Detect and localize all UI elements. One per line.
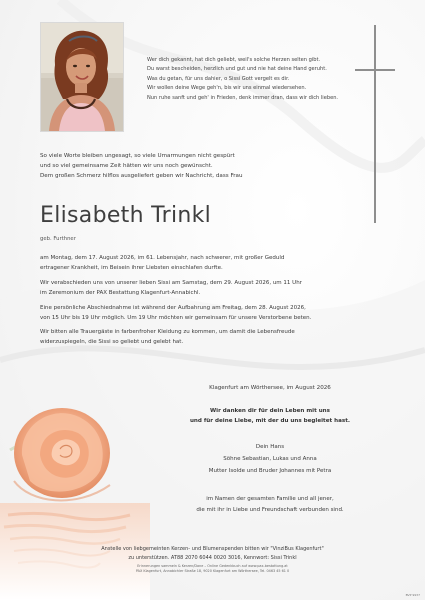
poem-line: Was du getan, für uns dahier, o Sissi Gott vergelt es dir. — [147, 75, 290, 82]
document-code: BVP 9937 — [405, 593, 420, 597]
details-line: am Montag, dem 17. August 2026, im 61. Lebensjahr, nach schwerer, mit großer Geduld — [40, 255, 285, 261]
deceased-name: Elisabeth Trinkl — [40, 203, 212, 228]
mourner-line: Mutter Isolde und Bruder Johannes mit Petra — [208, 467, 332, 474]
portrait-photo — [40, 22, 124, 132]
maiden-name: geb. Furthner — [40, 236, 76, 242]
details-paragraph — [40, 254, 385, 274]
intro-line: Dem großen Schmerz hilflos ausgeliefert geben wir Nachricht, dass Frau — [40, 173, 243, 180]
poem-line: Du warst bescheiden, herzlich und gut und nie hat deine Hand geruht. — [147, 66, 327, 73]
family-line: die mit ihr in Liebe und Freundschaft verbunden sind. — [196, 506, 344, 513]
footer-line: zu unterstützen. AT88 2070 6044 0020 3016, Kennwort: Sissi Trinkl — [128, 555, 297, 562]
footer-small-line: Erinnerungen sammeln & Kerzen/Dane – Online Gedenkbuch auf www.pax-bestattung.at — [137, 563, 288, 568]
cross-icon-beam — [355, 69, 395, 71]
thanks-line: und für deine Liebe, mit der du uns begleitet hast. — [189, 418, 351, 425]
announcement-details — [40, 254, 385, 353]
thanks-message — [150, 406, 390, 427]
footer-small-line: PAX Klagenfurt, Annabichler Straße 18, 9020 Klagenfurt am Wörthersee, Tel. 0463 45 61 0 — [135, 569, 290, 574]
details-line: im Zeremonium der PAX Bestattung Klagenfurt-Annabichl. — [40, 289, 201, 296]
details-line: von 15 Uhr bis 19 Uhr möglich. Um 19 Uhr möchten wir gemeinsam für unsere Verstorbene beten. — [40, 314, 312, 321]
details-line: ertragener Krankheit, im Beisein ihrer Liebsten einschlafen durfte. — [40, 264, 223, 271]
details-paragraph — [40, 304, 385, 324]
intro-line: So viele Worte bleiben ungesagt, so viele Umarmungen nicht gespürt — [40, 153, 235, 159]
details-line: widerzuspiegeln, die Sissi so geliebt und gelebt hat. — [40, 339, 184, 346]
details-paragraph — [40, 328, 385, 348]
details-line: Eine persönliche Abschiednahme ist während der Aufbahrung am Freitag, dem 28. August 2026, — [40, 304, 306, 311]
family-line: im Namen der gesamten Familie und all jener, — [206, 496, 334, 502]
intro-line: und so viel gemeinsame Zeit hätten wir uns noch gewünscht. — [40, 163, 213, 170]
thanks-line: Wir danken dir für dein Leben mit uns — [210, 408, 330, 414]
poem-line: Wir wollen deine Wege geh'n, bis wir uns einmal wiedersehen. — [147, 85, 307, 92]
details-line: Wir verabschieden uns von unserer lieben Sissi am Samstag, dem 29. August 2026, um 11 Uhr — [40, 279, 302, 286]
intro-text — [40, 151, 360, 182]
donation-footer — [0, 545, 425, 575]
mourners-list — [150, 442, 390, 477]
place-and-date: Klagenfurt am Wörthersee, im August 2026 — [209, 385, 331, 391]
cross-icon — [374, 25, 376, 223]
mourner-line: Dein Hans — [255, 444, 285, 450]
poem-line: Nun ruhe sanft und geh' in Frieden, denk immer dran, dass wir dich lieben. — [147, 94, 339, 101]
details-line: Wir bitten alle Trauergäste in farbenfroher Kleidung zu kommen, um damit die Lebensfreude — [40, 329, 295, 336]
poem-line: Wer dich gekannt, hat dich geliebt, weil's solche Herzen selten gibt. — [147, 57, 321, 63]
footer-line: Anstelle von liebgemeinten Kerzen- und Blumenspenden bitten wir "VinziBus Klagenfurt" — [101, 546, 324, 552]
family-closing — [150, 494, 390, 515]
details-paragraph — [40, 279, 385, 299]
poem — [147, 56, 372, 103]
mourner-line: Söhne Sebastian, Lukas und Anna — [223, 455, 317, 462]
